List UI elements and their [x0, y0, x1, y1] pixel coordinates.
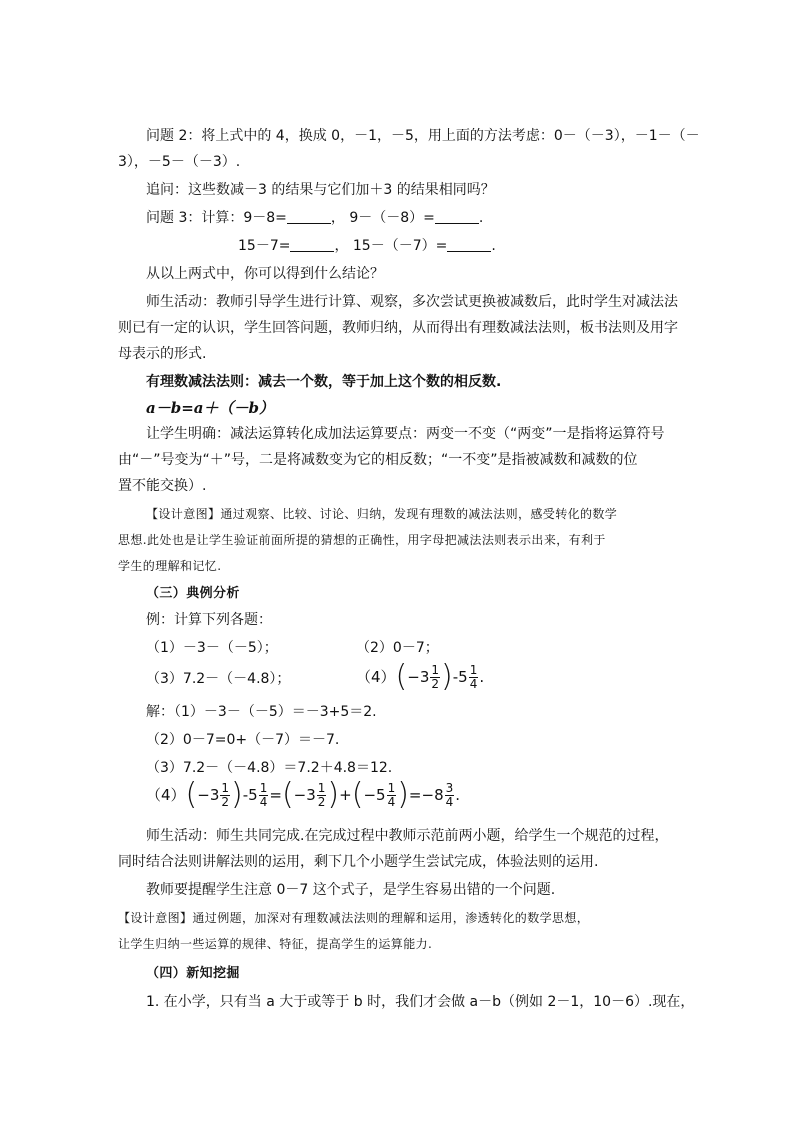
- solution-4-math: [146, 777, 461, 812]
- activity-1-line-3: 母表示的形式.: [118, 346, 207, 362]
- fraction-1-4: [259, 782, 269, 809]
- numerator: 1: [317, 780, 326, 795]
- whole-part: −3: [197, 786, 220, 804]
- whole-part: −3: [293, 786, 316, 804]
- numerator: 3: [445, 780, 454, 795]
- design-intent-1-line-1: 【设计意图】通过观察、比较、讨论、归纳，发现有理数的减法法则，感受转化的数学: [146, 507, 618, 521]
- right-paren: ): [231, 777, 243, 812]
- example-prompt: 例：计算下列各题：: [146, 612, 272, 628]
- denominator: 4: [259, 794, 268, 809]
- activity-1-line-1: 师生活动：教师引导学生进行计算、观察，多次尝试更换被减数后，此时学生对减法法: [146, 294, 678, 310]
- plus-sign: +: [339, 786, 352, 804]
- left-paren: (: [281, 777, 294, 812]
- follow-up-question: 追问：这些数减－3 的结果与它们加＋3 的结果相同吗？: [146, 182, 495, 198]
- problem-3b-prompt: 15－7=: [238, 238, 291, 254]
- numerator: 1: [469, 662, 478, 677]
- answer-blank[interactable]: [287, 209, 331, 224]
- fraction-1-4: [387, 782, 397, 809]
- numerator: 1: [387, 780, 396, 795]
- example-3: （3）7.2－（－4.8）；: [146, 671, 291, 687]
- solution-1: 解：（1）－3－（－5）＝－3+5＝2.: [146, 704, 377, 720]
- minus-sign: -: [452, 668, 459, 686]
- activity-2-line-2: 同时结合法则讲解法则的运用，剩下几个小题学生尝试完成，体验法则的运用.: [118, 854, 599, 870]
- rule-formula: a－b=a＋（－b）: [146, 399, 274, 417]
- whole-part: −3: [407, 668, 430, 686]
- clarify-line-1: 让学生明确：减法运算转化成加法运算要点：两变一不变（“两变”一是指将运算符号: [146, 426, 665, 442]
- left-paren: (: [185, 777, 198, 812]
- whole-part: −5: [363, 786, 386, 804]
- denominator: 4: [445, 794, 454, 809]
- answer-blank[interactable]: [290, 237, 334, 252]
- solution-3: （3）7.2－（－4.8）＝7.2＋4.8＝12.: [146, 760, 393, 776]
- example-row-2: [146, 659, 706, 696]
- activity-2-line-1: 师生活动：师生共同完成.在完成过程中教师示范前两小题，给学生一个规范的过程，: [146, 828, 669, 844]
- example-1: （1）－3－（－5）；: [146, 640, 278, 656]
- whole-part: 5: [248, 786, 258, 804]
- problem-2-line-2: 3），－5－（－3）.: [118, 154, 241, 170]
- problem-3b-end: .: [491, 238, 496, 254]
- example-4: [356, 659, 485, 694]
- answer-blank[interactable]: [435, 209, 479, 224]
- new-knowledge-1: 1. 在小学，只有当 a 大于或等于 b 时，我们才会做 a－b（例如 2－1，10－6）.现在，: [146, 994, 695, 1010]
- problem-3-line-1: [146, 208, 706, 228]
- denominator: 2: [221, 794, 230, 809]
- denominator: 2: [431, 676, 440, 691]
- minus-sign: -: [242, 786, 249, 804]
- problem-3-line-2: [238, 236, 794, 256]
- example-4-label: （4）: [356, 668, 396, 686]
- numerator: 1: [221, 780, 230, 795]
- right-paren: ): [441, 659, 453, 694]
- whole-part: 5: [458, 668, 468, 686]
- design-intent-2-line-2: 让学生归纳一些运算的规律、特征，提高学生的运算能力.: [118, 937, 433, 951]
- solution-4-label: （4）: [146, 786, 186, 804]
- numerator: 1: [431, 662, 440, 677]
- problem-2-line-1: 问题 2：将上式中的 4，换成 0，－1，－5，用上面的方法考虑：0－（－3），－1－（－: [146, 128, 700, 144]
- equals-sign: =: [269, 786, 282, 804]
- clarify-line-3: 置不能交换）.: [118, 478, 207, 494]
- example-2: （2）0－7；: [356, 640, 439, 656]
- fraction-1-2: [317, 782, 327, 809]
- subtraction-rule: 有理数减法法则：减去一个数，等于加上这个数的相反数.: [146, 374, 502, 390]
- problem-3-prompt: 问题 3：计算：9－8=: [146, 210, 287, 226]
- problem-3-mid: ， 9－（－8）=: [330, 210, 435, 226]
- section-4-heading: （四）新知挖掘: [146, 966, 240, 981]
- fraction-1-4: [469, 664, 479, 691]
- activity-1-line-2: 则已有一定的认识，学生回答问题，教师归纳，从而得出有理数减法法则，板书法则及用字: [118, 320, 678, 336]
- solution-4: [146, 777, 706, 814]
- period: .: [479, 668, 485, 686]
- denominator: 2: [317, 794, 326, 809]
- denominator: 4: [469, 676, 478, 691]
- design-intent-1-line-2: 思想.此处也是让学生验证前面所提的猜想的正确性，用字母把减法法则表示出来，有利于: [118, 533, 606, 547]
- problem-3b-mid: ， 15－（－7）=: [334, 238, 448, 254]
- section-3-heading: （三）典例分析: [146, 586, 240, 601]
- design-intent-1-line-3: 学生的理解和记忆.: [118, 559, 222, 573]
- clarify-line-2: 由“－”号变为“＋”号，二是将减数变为它的相反数；“一不变”是指被减数和减数的位: [118, 452, 638, 468]
- period: .: [455, 786, 461, 804]
- example-row-1: [146, 638, 706, 658]
- denominator: 4: [387, 794, 396, 809]
- teacher-reminder: 教师要提醒学生注意 0－7 这个式子，是学生容易出错的一个问题.: [146, 882, 556, 898]
- fraction-1-2: [430, 664, 440, 691]
- problem-3-end: .: [478, 210, 484, 226]
- answer-blank[interactable]: [447, 237, 491, 252]
- numerator: 1: [259, 780, 268, 795]
- right-paren: ): [397, 777, 409, 812]
- equals-sign: =: [408, 786, 422, 804]
- design-intent-2-line-1: 【设计意图】通过例题，加深对有理数减法法则的理解和运用，渗透转化的数学思想，: [118, 911, 590, 925]
- whole-part: −8: [421, 786, 444, 804]
- conclusion-question: 从以上两式中，你可以得到什么结论？: [146, 266, 384, 282]
- left-paren: (: [395, 659, 408, 694]
- right-paren: ): [327, 777, 340, 812]
- fraction-1-2: [220, 782, 230, 809]
- left-paren: (: [351, 777, 364, 812]
- fraction-3-4: [445, 782, 455, 809]
- solution-2: （2）0－7=0+（－7）＝－7.: [146, 732, 340, 748]
